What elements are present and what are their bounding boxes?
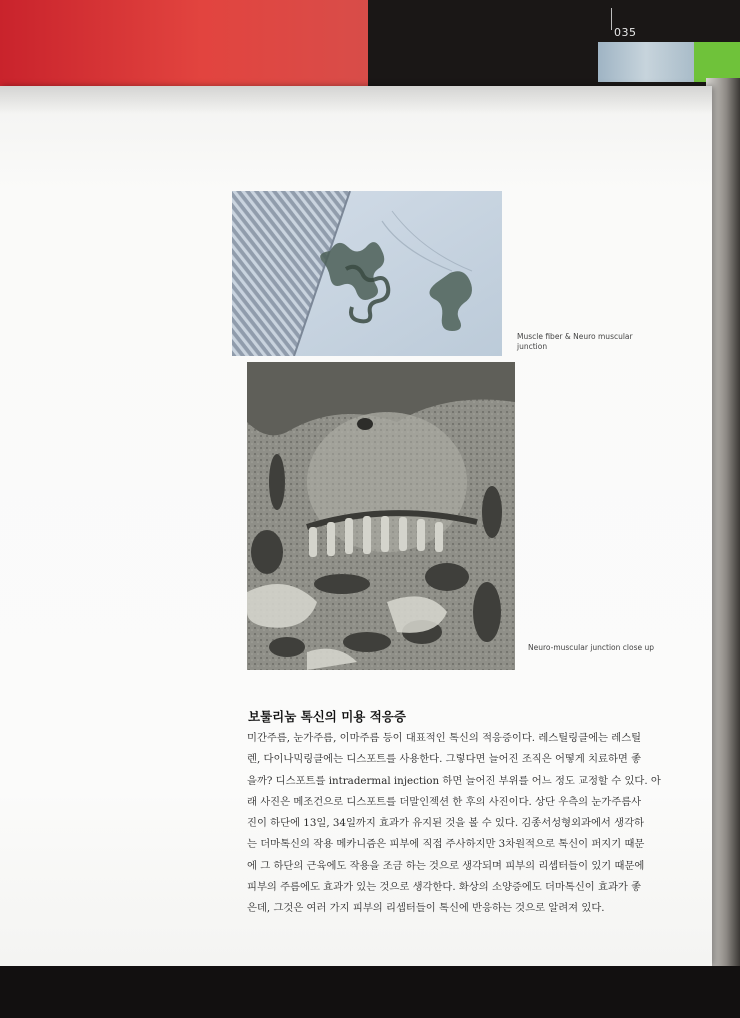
section-heading: 보툴리눔 톡신의 미용 적응증 xyxy=(248,709,406,724)
neuromuscular-junction-micrograph xyxy=(247,362,515,670)
body-line: 렌, 다이나믹링클에는 디스포트를 사용한다. 그렇다면 늘어진 조직은 어떻게 치료하면 좋 xyxy=(247,753,642,766)
green-tab xyxy=(694,42,740,82)
red-header-band xyxy=(0,0,368,98)
bottom-background xyxy=(0,966,740,1018)
body-line: 을까? 디스포트를 intradermal injection 하면 늘어진 부위를 어느 정도 교정할 수 있다. 아 xyxy=(247,774,661,787)
body-line: 진이 하단에 13일, 34일까지 효과가 유지된 것을 볼 수 있다. 김종서성형외과에서 생각하 xyxy=(247,817,644,830)
figure-caption: Neuro-muscular junction close up xyxy=(528,643,655,652)
body-line: 미간주름, 눈가주름, 이마주름 등이 대표적인 톡신의 적응증이다. 레스틸링클에는 레스틸 xyxy=(247,732,642,744)
muscle-fiber-micrograph xyxy=(232,191,502,356)
figure-caption: Muscle fiber & Neuro muscular junction xyxy=(517,332,633,351)
section-body xyxy=(247,728,697,920)
page-number: 035 xyxy=(614,26,637,39)
body-line: 피부의 주름에도 효과가 있는 것으로 생각한다. 화상의 소양증에도 더마톡신이 효과가 좋 xyxy=(247,881,642,894)
body-line: 는 더마톡신의 작용 메카니즘은 피부에 직접 주사하지만 3차원적으로 톡신이 퍼지기 때문 xyxy=(247,838,645,851)
page-number-rule xyxy=(611,8,612,30)
thumbnail-strip xyxy=(598,42,694,82)
body-line: 은데, 그것은 여러 가지 피부의 리셉터들이 톡신에 반응하는 것으로 알려져 있다. xyxy=(247,902,605,915)
page-fold-shadow xyxy=(0,86,712,114)
body-line: 에 그 하단의 근육에도 작용을 조금 하는 것으로 생각되며 피부의 리셉터들이 있기 때문에 xyxy=(247,859,645,872)
body-line: 래 사진은 메조건으로 디스포트를 더말인젝션 한 후의 사진이다. 상단 우측의 눈가주름사 xyxy=(247,795,642,808)
